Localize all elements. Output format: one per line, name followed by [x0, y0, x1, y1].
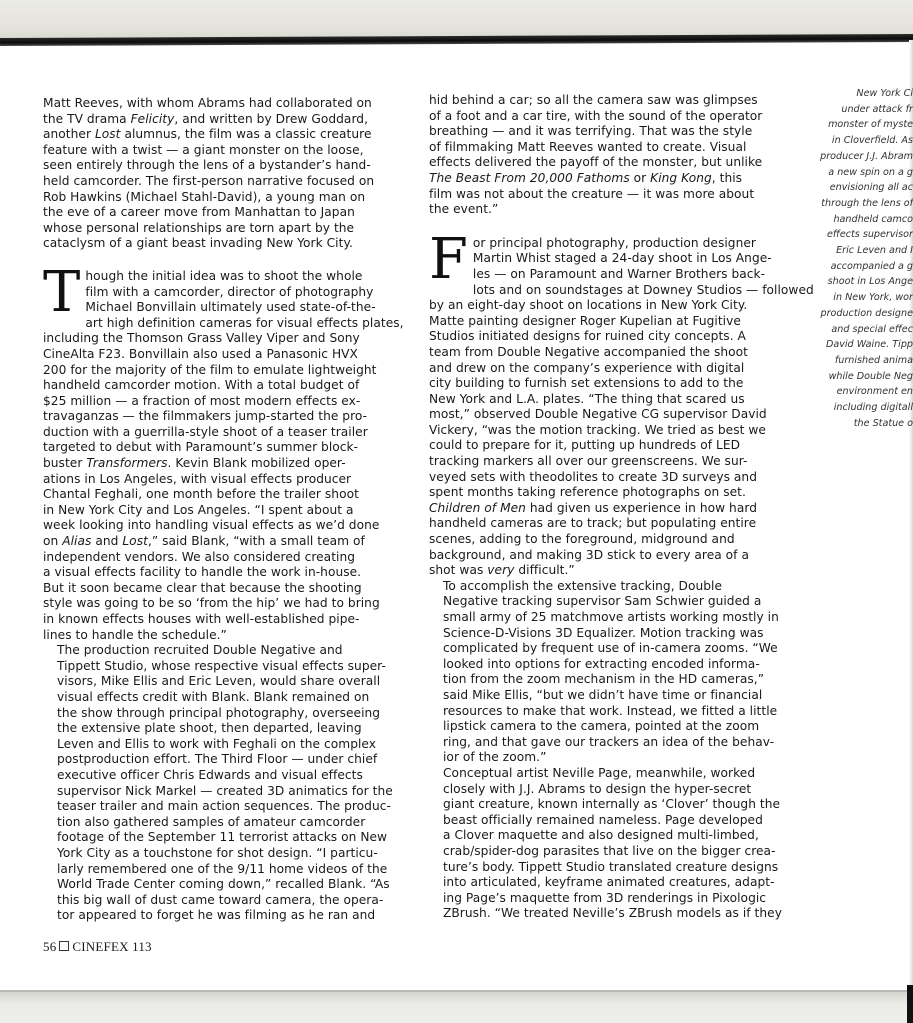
text-line: postproduction effort. The Third Floor — under chief [57, 752, 378, 767]
text-line: whose personal relationships are torn apart by the [43, 220, 355, 235]
text-line: hough the initial idea was to shoot the whole [85, 268, 363, 283]
text-line: week looking into handling visual effects as we’d done [43, 518, 380, 533]
text-line: Rob Hawkins (Michael Stahl-David), a young man on [43, 189, 366, 204]
text-line: giant creature, known internally as ‘Clover’ though the [443, 797, 781, 812]
text-line: Negative tracking supervisor Sam Schwier guided a [443, 594, 762, 609]
text-line: Chantal Feghali, one month before the trailer shoot [43, 487, 359, 502]
text-line: ture’s body. Tippett Studio translated creature designs [443, 859, 779, 874]
text-line: $25 million — a fraction of most modern effects ex- [43, 393, 361, 408]
caption-line: envisioning all ac [829, 182, 913, 194]
text-line: targeted to debut with Paramount’s summer block- [43, 440, 359, 455]
text-line: Science-D-Visions 3D Equalizer. Motion tracking was [443, 625, 764, 640]
text-line: team from Double Negative accompanied the shoot [429, 344, 748, 359]
text-line: film was not about the creature — it was more about [429, 186, 755, 201]
text-line: York City as a touchstone for shot design. “I particu- [57, 845, 378, 860]
text-line: could to prepare for it, putting up hundreds of LED [429, 438, 741, 453]
text-line: crab/spider-dog parasites that live on the bigger crea- [443, 843, 776, 858]
text-line: into articulated, keyframe animated creatures, adapt- [443, 875, 775, 890]
text-line: handheld cameras are to track; but populating entire [429, 516, 757, 531]
text-line: ing Page’s maquette from 3D renderings in Pixologic [443, 890, 767, 905]
text-line: Studios initiated designs for ruined city concepts. A [429, 329, 746, 344]
text-line: looked into options for extracting encoded informa- [443, 656, 760, 671]
text-line: veyed sets with theodolites to create 3D surveys and [429, 469, 757, 484]
paragraph [429, 226, 814, 579]
text-line: another Lost alumnus, the film was a classic creature [43, 127, 372, 142]
text-line: World Trade Center coming down,” recalled Blank. “As [57, 877, 390, 892]
text-line: executive officer Chris Edwards and visual effects [57, 767, 363, 782]
text-line: buster Transformers. Kevin Blank mobilized oper- [43, 456, 346, 471]
text-line: or principal photography, production designer [472, 235, 756, 250]
caption-line: New York Ci [856, 88, 913, 99]
paragraph-with-dropcap [43, 259, 411, 643]
italic-title: Children of Men [429, 500, 526, 515]
caption-line: in Cloverfield. As [831, 135, 913, 147]
text-line: the eve of a career move from Manhattan to Japan [43, 205, 355, 220]
text-line: city building to furnish set extensions to add to the [429, 376, 744, 391]
caption-line: producer J.J. Abram [820, 150, 913, 162]
square-separator-icon [59, 941, 69, 951]
text-line: Tippett Studio, whose respective visual effects super- [57, 658, 386, 673]
text-line: small army of 25 matchmove artists working mostly in [443, 610, 779, 624]
caption-line: a new spin on a g [828, 166, 913, 178]
text-line: Matte painting designer Roger Kupelian at Fugitive [429, 313, 741, 328]
text-line: Matt Reeves, with whom Abrams had collaborated on [43, 96, 372, 110]
text-line: But it soon became clear that because the shooting [43, 580, 362, 595]
caption-line: in New York, wor [833, 292, 913, 304]
caption-line: while Double Neg [828, 370, 913, 382]
text-line: by an eight-day shoot on locations in New York City. [429, 298, 748, 313]
photo-caption-partial [812, 86, 913, 431]
caption-line: handheld camco [833, 213, 913, 225]
text-line: CineAlta F23. Bonvillain also used a Panasonic HVX [43, 346, 358, 361]
text-line: 200 for the majority of the film to emulate lightweight [43, 362, 377, 377]
text-line: effects delivered the payoff of the monster, but unlike [429, 155, 763, 170]
text-line: Children of Men had given us experience in how hard [429, 500, 757, 515]
text-line: independent vendors. We also considered creating [43, 549, 356, 564]
text-line: ZBrush. “We treated Neville’s ZBrush models as if they [443, 906, 782, 921]
text-line: and drew on the company’s experience with digital [429, 360, 745, 375]
text-line: in New York City and Los Angeles. “I spent about a [43, 502, 354, 517]
text-line: Leven and Ellis to work with Feghali on the complex [57, 736, 377, 751]
paragraph [429, 93, 800, 218]
italic-title: The Beast From 20,000 Fathoms [429, 170, 630, 185]
text-line: of filmmaking Matt Reeves wanted to create. Visual [429, 139, 747, 154]
caption-line: including digitall [833, 402, 913, 414]
page-folio [43, 939, 152, 955]
text-line: ring, and that gave our trackers an idea of the behav- [443, 734, 775, 749]
text-line: style was going to be so ‘from the hip’ we had to bring [43, 596, 380, 611]
text-line: The Beast From 20,000 Fathoms or King Kong, this [429, 170, 743, 185]
text-line: seen entirely through the lens of a bystander’s hand- [43, 158, 371, 173]
paragraph [429, 579, 800, 766]
caption-line: production designe [820, 307, 913, 319]
text-line: Vickery, “was the motion tracking. We tried as best we [429, 422, 766, 437]
text-line: resources to make that work. Instead, we fitted a little [443, 703, 778, 718]
article-column-left [43, 96, 411, 924]
text-line: lipstick camera to the camera, pointed at the zoom [443, 719, 760, 734]
text-line: scenes, adding to the foreground, midground and [429, 532, 735, 547]
text-line: most,” observed Double Negative CG supervisor David [429, 407, 767, 422]
paragraph [43, 96, 411, 252]
text-line: cataclysm of a giant beast invading New York City. [43, 236, 353, 251]
text-line: shot was very difficult.” [429, 563, 575, 578]
scanner-bottom-margin [0, 992, 913, 1023]
text-line: Conceptual artist Neville Page, meanwhile, worked [443, 765, 756, 780]
caption-line: Eric Leven and I [836, 245, 913, 257]
text-line: larly remembered one of the 9/11 home videos of the [57, 861, 388, 876]
text-line: ations in Los Angeles, with visual effects producer [43, 471, 352, 486]
text-line: ior of the zoom.” [443, 750, 547, 765]
caption-line: and special effec [831, 323, 913, 335]
caption-line: David Waine. Tipp [825, 339, 913, 351]
text-line: teaser trailer and main action sequences. The produc- [57, 799, 391, 814]
text-line: art high definition cameras for visual effects plates, [85, 315, 404, 330]
text-line: the show through principal photography, overseeing [57, 705, 381, 720]
italic-title: Lost [122, 534, 148, 549]
caption-line: monster of myste [828, 119, 913, 131]
text-line: lots and on soundstages at Downey Studios — followed [472, 282, 814, 297]
text-line: held camcorder. The first-person narrative focused on [43, 173, 375, 188]
paragraph [43, 643, 411, 924]
text-line: tion also gathered samples of amateur camcorder [57, 814, 366, 829]
text-line: feature with a twist — a giant monster on the loose, [43, 142, 364, 157]
text-line: To accomplish the extensive tracking, Double [443, 578, 723, 593]
text-line: this big wall of dust came toward camera, the opera- [57, 892, 384, 907]
drop-cap: F [429, 226, 468, 292]
text-line: of a foot and a car tire, with the sound of the operator [429, 108, 763, 123]
text-line: a Clover maquette and also designed multi-limbed, [443, 828, 759, 843]
text-line: visors, Mike Ellis and Eric Leven, would share overall [57, 674, 381, 689]
text-line: visual effects credit with Blank. Blank remained on [57, 689, 370, 704]
text-line: tion from the zoom mechanism in the HD cameras,” [443, 672, 765, 687]
text-line: the TV drama Felicity, and written by Drew Goddard, [43, 111, 368, 126]
text-line: complicated by frequent use of in-camera zooms. “We [443, 641, 778, 656]
caption-line: shoot in Los Ange [827, 276, 913, 288]
publication-name: CINEFEX 113 [72, 939, 152, 954]
text-line: on Alias and Lost,” said Blank, “with a small team of [43, 534, 365, 549]
text-line: breathing — and it was terrifying. That was the style [429, 124, 753, 139]
italic-title: King Kong [650, 170, 712, 185]
paragraph [43, 259, 411, 643]
italic-title: Transformers [86, 456, 168, 471]
text-line: lines to handle the schedule.” [43, 627, 227, 642]
text-line: les — on Paramount and Warner Brothers back- [472, 266, 766, 281]
text-line: Michael Bonvillain ultimately used state-of-the- [85, 300, 376, 315]
article-column-middle [429, 93, 814, 922]
text-line: tor appeared to forget he was filming as he ran and [57, 908, 376, 923]
italic-title: Felicity [130, 111, 175, 126]
text-line: spent months taking reference photographs on set. [429, 485, 746, 500]
text-line: duction with a guerrilla-style shoot of a teaser trailer [43, 424, 368, 439]
text-line: the event.” [429, 202, 499, 217]
text-line: film with a camcorder, director of photography [85, 284, 374, 299]
text-line: closely with J.J. Abrams to design the hyper-secret [443, 781, 752, 796]
caption-line: effects supervisor [827, 229, 913, 241]
binding-shadow [907, 985, 913, 1023]
text-line: the extensive plate shoot, then departed, leaving [57, 721, 362, 736]
text-line: including the Thomson Grass Valley Viper and Sony [43, 331, 360, 346]
caption-line: the Statue o [853, 417, 913, 429]
text-line: New York and L.A. plates. “The thing that scared us [429, 391, 745, 406]
caption-line: furnished anima [834, 354, 913, 366]
text-line: tracking markers all over our greenscreens. We sur- [429, 454, 748, 469]
text-line: supervisor Nick Markel — created 3D animatics for the [57, 783, 393, 798]
page-number: 56 [43, 939, 57, 954]
italic-title: Alias [62, 534, 92, 549]
text-line: a visual effects facility to handle the work in-house. [43, 565, 362, 580]
text-line: travaganzas — the filmmakers jump-started the pro- [43, 409, 368, 424]
caption-line: accompanied a g [830, 260, 913, 272]
text-line: in known effects houses with well-established pipe- [43, 612, 360, 626]
drop-cap: T [43, 259, 81, 325]
paragraph-with-dropcap [429, 226, 814, 579]
text-line: said Mike Ellis, “but we didn’t have time or financial [443, 687, 763, 702]
text-line: background, and making 3D stick to every area of a [429, 547, 749, 562]
text-line: The production recruited Double Negative and [57, 643, 343, 658]
text-line: footage of the September 11 terrorist attacks on New [57, 830, 388, 845]
paragraph [429, 766, 800, 922]
italic-title: Lost [94, 127, 121, 142]
text-line: hid behind a car; so all the camera saw was glimpses [429, 93, 758, 107]
caption-line: under attack fr [841, 103, 913, 115]
text-line: Martin Whist staged a 24-day shoot in Los Ange- [472, 251, 772, 266]
text-line: handheld camcorder motion. With a total budget of [43, 378, 360, 393]
caption-line: through the lens of [821, 197, 913, 209]
caption-line: environment en [836, 386, 913, 398]
italic-title: very [487, 563, 515, 578]
text-line: beast officially remained nameless. Page developed [443, 812, 763, 827]
